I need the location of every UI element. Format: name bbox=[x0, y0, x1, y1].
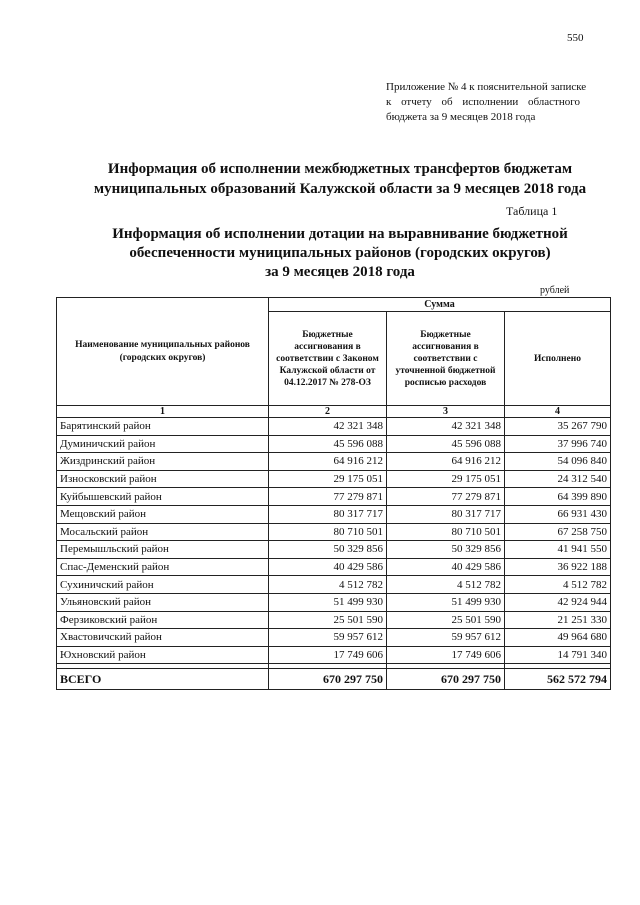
refined-amount: 45 596 088 bbox=[387, 435, 505, 453]
executed-amount: 49 964 680 bbox=[505, 629, 611, 647]
district-name: Мещовский район bbox=[57, 505, 269, 523]
executed-amount: 67 258 750 bbox=[505, 523, 611, 541]
district-name: Перемышльский район bbox=[57, 541, 269, 559]
table-title-line-1: Информация об исполнении дотации на выравнивание бюджетной bbox=[112, 226, 568, 242]
table-row bbox=[57, 611, 611, 629]
refined-amount: 80 317 717 bbox=[387, 505, 505, 523]
law-amount: 80 317 717 bbox=[269, 505, 387, 523]
law-amount: 29 175 051 bbox=[269, 470, 387, 488]
table-label: Таблица 1 bbox=[506, 204, 558, 218]
total-label: ВСЕГО bbox=[57, 669, 269, 690]
table-title bbox=[60, 225, 620, 282]
header-sum: Сумма bbox=[269, 298, 611, 312]
total-executed-amount: 562 572 794 bbox=[505, 669, 611, 690]
executed-amount: 14 791 340 bbox=[505, 646, 611, 664]
executed-amount: 37 996 740 bbox=[505, 435, 611, 453]
table-row bbox=[57, 646, 611, 664]
column-number: 1 bbox=[57, 406, 269, 418]
refined-amount: 59 957 612 bbox=[387, 629, 505, 647]
executed-amount: 66 931 430 bbox=[505, 505, 611, 523]
header-refined-allocations: Бюджетные ассигнования в соответствии с уточненной бюджетной росписью расходов bbox=[387, 312, 505, 406]
law-amount: 80 710 501 bbox=[269, 523, 387, 541]
law-amount: 59 957 612 bbox=[269, 629, 387, 647]
law-amount: 45 596 088 bbox=[269, 435, 387, 453]
district-name: Сухиничский район bbox=[57, 576, 269, 594]
refined-amount: 40 429 586 bbox=[387, 558, 505, 576]
refined-amount: 17 749 606 bbox=[387, 646, 505, 664]
refined-amount: 42 321 348 bbox=[387, 418, 505, 436]
annex-line-3: бюджета за 9 месяцев 2018 года bbox=[386, 111, 536, 123]
district-name: Юхновский район bbox=[57, 646, 269, 664]
total-refined-amount: 670 297 750 bbox=[387, 669, 505, 690]
annex-note bbox=[386, 80, 587, 125]
table-row bbox=[57, 453, 611, 471]
law-amount: 25 501 590 bbox=[269, 611, 387, 629]
refined-amount: 29 175 051 bbox=[387, 470, 505, 488]
law-amount: 4 512 782 bbox=[269, 576, 387, 594]
table-row bbox=[57, 470, 611, 488]
page-number: 550 bbox=[567, 32, 584, 44]
column-number: 2 bbox=[269, 406, 387, 418]
district-name: Жиздринский район bbox=[57, 453, 269, 471]
table-row bbox=[57, 558, 611, 576]
district-name: Думиничский район bbox=[57, 435, 269, 453]
district-name: Куйбышевский район bbox=[57, 488, 269, 506]
table-row bbox=[57, 505, 611, 523]
main-title bbox=[60, 159, 620, 199]
units-label: рублей bbox=[540, 285, 570, 296]
law-amount: 77 279 871 bbox=[269, 488, 387, 506]
table-row bbox=[57, 593, 611, 611]
law-amount: 17 749 606 bbox=[269, 646, 387, 664]
table-row bbox=[57, 435, 611, 453]
executed-amount: 21 251 330 bbox=[505, 611, 611, 629]
annex-line-1: Приложение № 4 к пояснительной записке bbox=[386, 81, 587, 93]
executed-amount: 42 924 944 bbox=[505, 593, 611, 611]
district-name: Мосальский район bbox=[57, 523, 269, 541]
executed-amount: 24 312 540 bbox=[505, 470, 611, 488]
table-title-line-3: за 9 месяцев 2018 года bbox=[265, 264, 415, 280]
executed-amount: 54 096 840 bbox=[505, 453, 611, 471]
table-row bbox=[57, 541, 611, 559]
law-amount: 40 429 586 bbox=[269, 558, 387, 576]
refined-amount: 51 499 930 bbox=[387, 593, 505, 611]
district-name: Барятинский район bbox=[57, 418, 269, 436]
law-amount: 64 916 212 bbox=[269, 453, 387, 471]
total-law-amount: 670 297 750 bbox=[269, 669, 387, 690]
main-title-line-2: муниципальных образований Калужской области за 9 месяцев 2018 года bbox=[93, 181, 587, 197]
district-name: Ферзиковский район bbox=[57, 611, 269, 629]
refined-amount: 50 329 856 bbox=[387, 541, 505, 559]
column-number: 3 bbox=[387, 406, 505, 418]
refined-amount: 4 512 782 bbox=[387, 576, 505, 594]
table-row bbox=[57, 576, 611, 594]
header-district-name: Наименование муниципальных районов (городских округов) bbox=[57, 298, 269, 406]
refined-amount: 64 916 212 bbox=[387, 453, 505, 471]
district-name: Ульяновский район bbox=[57, 593, 269, 611]
table-row bbox=[57, 488, 611, 506]
table-title-line-2: обеспеченности муниципальных районов (городских округов) bbox=[129, 245, 551, 261]
header-law-allocations: Бюджетные ассигнования в соответствии с Законом Калужской области от 04.12.2017 № 278-ОЗ bbox=[269, 312, 387, 406]
table-row bbox=[57, 629, 611, 647]
refined-amount: 25 501 590 bbox=[387, 611, 505, 629]
main-title-line-1: Информация об исполнении межбюджетных трансфертов бюджетам bbox=[107, 161, 573, 177]
executed-amount: 35 267 790 bbox=[505, 418, 611, 436]
annex-line-2: к отчету об исполнении областного bbox=[386, 96, 580, 108]
district-name: Спас-Деменский район bbox=[57, 558, 269, 576]
executed-amount: 4 512 782 bbox=[505, 576, 611, 594]
header-executed: Исполнено bbox=[505, 312, 611, 406]
law-amount: 51 499 930 bbox=[269, 593, 387, 611]
executed-amount: 41 941 550 bbox=[505, 541, 611, 559]
refined-amount: 77 279 871 bbox=[387, 488, 505, 506]
column-number: 4 bbox=[505, 406, 611, 418]
total-row bbox=[57, 669, 611, 690]
district-name: Износковский район bbox=[57, 470, 269, 488]
executed-amount: 36 922 188 bbox=[505, 558, 611, 576]
budget-table bbox=[56, 297, 611, 690]
district-name: Хвастовичский район bbox=[57, 629, 269, 647]
table-row bbox=[57, 418, 611, 436]
refined-amount: 80 710 501 bbox=[387, 523, 505, 541]
table-row bbox=[57, 523, 611, 541]
executed-amount: 64 399 890 bbox=[505, 488, 611, 506]
law-amount: 42 321 348 bbox=[269, 418, 387, 436]
law-amount: 50 329 856 bbox=[269, 541, 387, 559]
